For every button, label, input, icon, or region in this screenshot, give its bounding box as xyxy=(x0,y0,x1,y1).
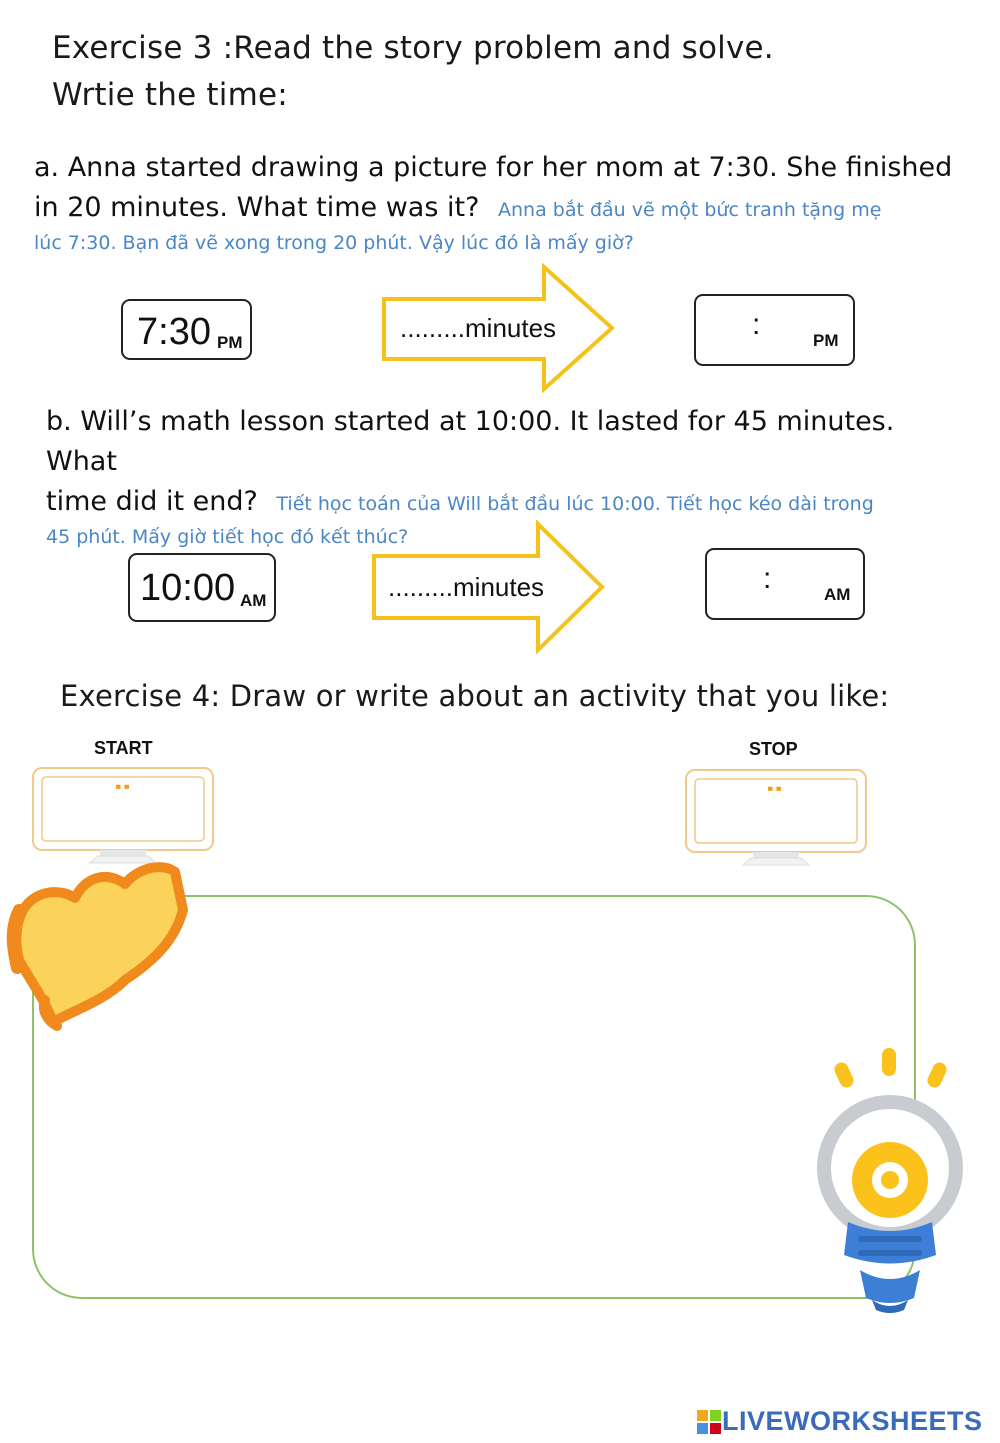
answer-box-b[interactable] xyxy=(705,548,865,620)
start-colon xyxy=(110,782,138,792)
start-period-b: AM xyxy=(240,591,267,610)
digital-clock-icon xyxy=(683,767,871,867)
problem-a-translation-part2: lúc 7:30. Bạn đã vẽ xong trong 20 phút. Vậy lúc đó là mấy giờ? xyxy=(34,232,634,254)
problem-a-line2: in 20 minutes. What time was it? xyxy=(34,192,480,223)
problem-b-line1: b. Will’s math lesson started at 10:00. It lasted for 45 minutes. What xyxy=(46,406,895,477)
stop-colon xyxy=(762,784,790,794)
problem-a-line1: a. Anna started drawing a picture for her mom at 7:30. She finished xyxy=(34,152,953,183)
start-colon-glyph: : xyxy=(110,782,138,792)
answer-colon-a: : xyxy=(752,308,761,341)
problem-b-line2: time did it end? xyxy=(46,486,258,517)
start-label: START xyxy=(94,738,153,758)
answer-period-b: AM xyxy=(824,585,851,604)
problem-a-text xyxy=(34,148,969,258)
answer-colon-b: : xyxy=(763,562,772,595)
lightbulb-icon xyxy=(810,1040,980,1320)
exercise3-title-line2: Wrtie the time: xyxy=(52,77,288,113)
footer-logo-text: LIVEWORKSHEETS xyxy=(722,1406,983,1436)
problem-b-translation-part2: 45 phút. Mấy giờ tiết học đó kết thúc? xyxy=(46,526,409,548)
start-time-b: 10:00 xyxy=(140,567,236,609)
stop-label: STOP xyxy=(749,739,798,759)
start-time-box-b xyxy=(128,553,276,622)
problem-a-translation-part1: Anna bắt đầu vẽ một bức tranh tặng mẹ xyxy=(498,199,882,221)
stop-colon-glyph: : xyxy=(762,784,790,794)
logo-icon xyxy=(697,1410,721,1434)
answer-box-a[interactable] xyxy=(694,294,855,366)
start-time-box-a xyxy=(121,299,252,360)
exercise3-title-line1: Exercise 3 :Read the story problem and solve. xyxy=(52,30,774,66)
problem-b-translation-part1: Tiết học toán của Will bắt đầu lúc 10:00. Tiết học kéo dài trong xyxy=(276,493,874,515)
burst-icon xyxy=(5,850,195,1035)
exercise4-title: Exercise 4: Draw or write about an activity that you like: xyxy=(60,679,890,713)
arrow-label-b: .........minutes xyxy=(388,572,545,602)
answer-period-a: PM xyxy=(813,331,839,350)
arrow-label-a: .........minutes xyxy=(400,313,557,343)
start-time-a: 7:30 xyxy=(137,311,211,353)
start-period-a: PM xyxy=(217,333,243,352)
exercise3-title xyxy=(52,28,774,115)
